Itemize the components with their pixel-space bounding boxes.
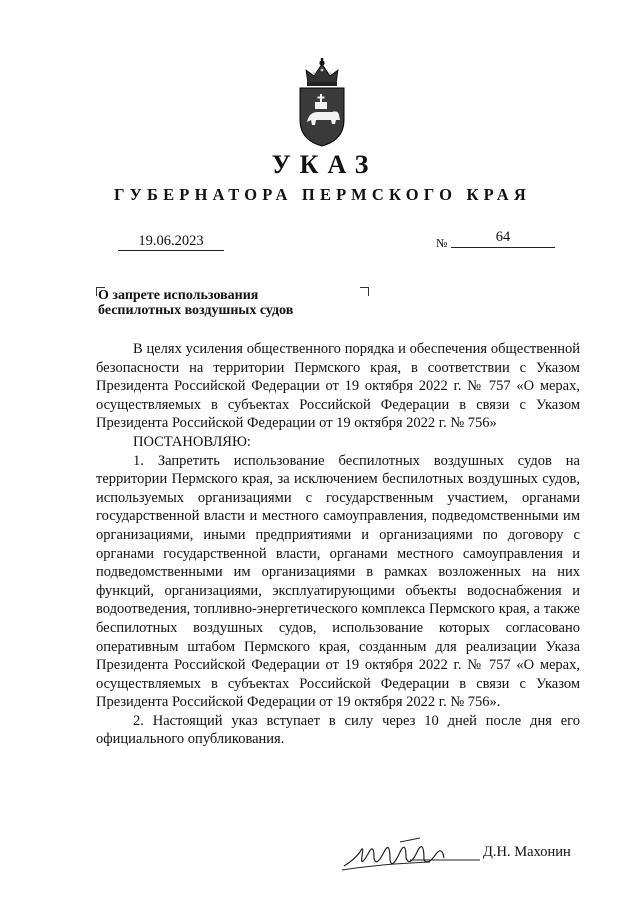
- document-date: 19.06.2023: [118, 233, 224, 251]
- document-title: УКАЗ: [271, 150, 378, 179]
- subject-bracket-right: [360, 287, 369, 296]
- document-subtitle: ГУБЕРНАТОРА ПЕРМСКОГО КРАЯ: [113, 185, 532, 204]
- handwritten-signature: [340, 830, 490, 874]
- decree-word: ПОСТАНОВЛЯЮ:: [133, 433, 251, 450]
- subject-line-1: О запрете использования: [98, 288, 259, 303]
- shield-icon: [300, 88, 344, 146]
- document-body: [96, 340, 580, 749]
- number-sign: №: [436, 236, 448, 250]
- item-2-paragraph: 2. Настоящий указ вступает в силу через 10 дней после дня его официального опубликования.: [96, 712, 580, 748]
- preamble-paragraph: В целях усиления общественного порядка и обеспечения общественной безопасности на территории Пермского края, в соответствии с Указом Президента Российской Федерации от 19 октября 2022 г. № 757 «О мерах, осуществляемых в субъектах Российской Федерации в связи с Указом Президента Российской Федерации от 19 октября 2022 г. № 756»: [96, 341, 580, 432]
- document-number: 64: [451, 229, 555, 248]
- coat-of-arms-emblem: [292, 58, 352, 148]
- document-subject: [98, 288, 293, 318]
- signer-name: Д.Н. Махонин: [483, 844, 571, 860]
- subject-line-2: беспилотных воздушных судов: [98, 303, 294, 318]
- item-1-paragraph: 1. Запретить использование беспилотных воздушных судов на территории Пермского края, за исключением беспилотных воздушных судов, используемых организациями с государственным участием, органами государственной власти и местного самоуправления, подведомственными им организациями, иными предприятиями и организациями по договору с органами государственной власти, органами местного самоуправления и подведомственными им организациями в рамках возложенных на них функций, организациями, эксплуатирующими объекты водоснабжения и водоотведения, топливно-энергетического комплекса Пермского края, а также беспилотных воздушных судов, использование которых согласовано оперативным штабом Пермского края, созданным для реализации Указа Президента Российской Федерации от 19 октября 2022 г. № 757 «О мерах, осуществляемых в субъектах Российской Федерации в связи с Указом Президента Российской Федерации от 19 октября 2022 г. № 756».: [96, 452, 580, 711]
- crown-icon: [306, 58, 338, 86]
